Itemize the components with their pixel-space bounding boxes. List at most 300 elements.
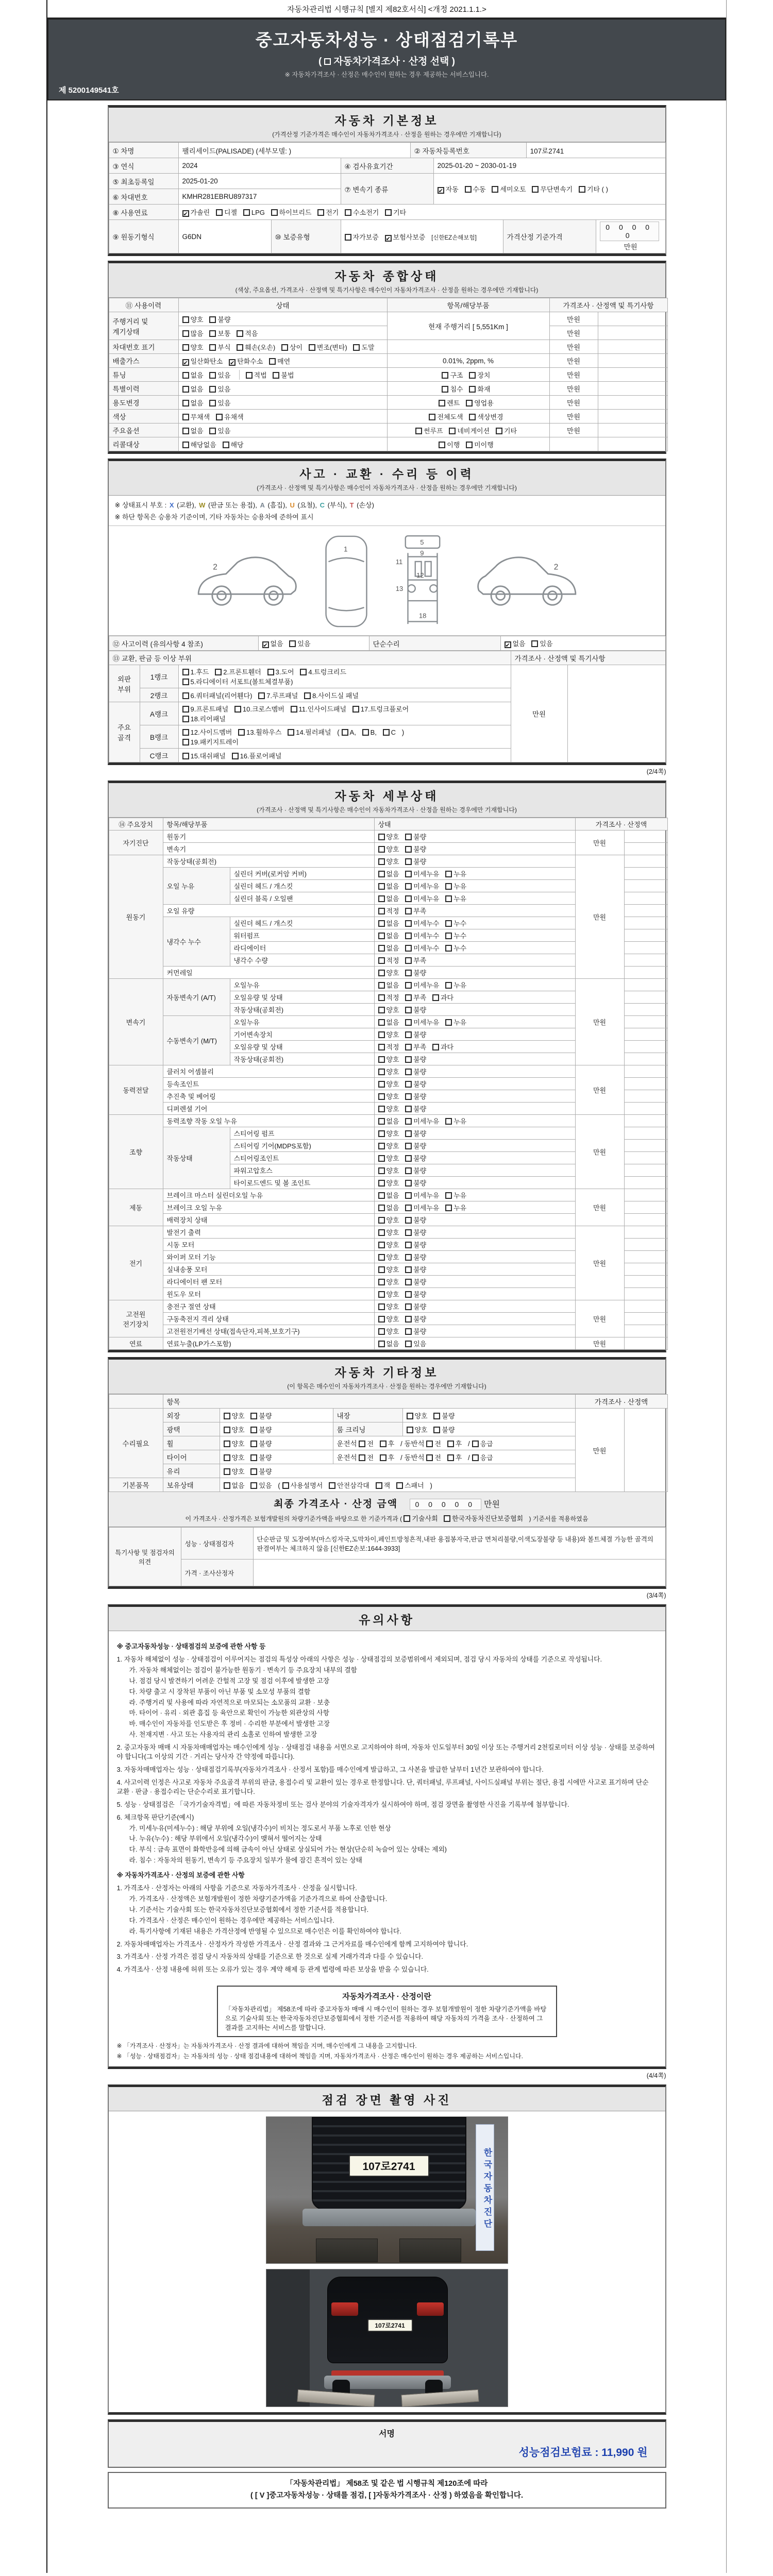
checkbox-icon[interactable] [442, 386, 448, 393]
checkbox-option[interactable]: 누유 [445, 881, 466, 891]
checkbox-icon[interactable] [237, 330, 243, 337]
checkbox-icon[interactable] [378, 1130, 385, 1137]
checkbox-option[interactable]: 양호 [182, 314, 204, 324]
checkbox-icon[interactable] [445, 1019, 452, 1026]
checkbox-option[interactable]: 양호 [378, 1005, 399, 1014]
checkbox-option[interactable]: 미세누수 [405, 943, 439, 953]
checkbox-option[interactable]: 해당없음 [182, 439, 216, 449]
checkbox-icon[interactable] [182, 716, 189, 722]
checkbox-option[interactable]: 디젤 [216, 207, 237, 217]
checkbox-option[interactable]: 양호 [378, 1240, 399, 1249]
checkbox-icon[interactable] [376, 1482, 382, 1489]
checkbox-icon[interactable] [405, 871, 412, 877]
checkbox-icon[interactable] [378, 933, 385, 939]
checkbox-icon[interactable] [182, 428, 189, 434]
checkbox-icon[interactable] [405, 1155, 412, 1162]
checkbox-option[interactable]: 양호 [378, 1326, 399, 1336]
checkbox-icon[interactable] [258, 692, 265, 699]
checkbox-option[interactable]: 미세누유 [405, 1190, 439, 1200]
checkbox-icon[interactable] [269, 358, 276, 365]
checkbox-option[interactable]: 6.쿼터패널(리어휀다) [182, 690, 253, 700]
checkbox-option[interactable]: 부족 [405, 906, 426, 916]
checkbox-option[interactable]: 13.휠하우스 [238, 727, 281, 737]
checkbox-icon[interactable] [182, 729, 189, 736]
checkbox-option[interactable]: 불량 [405, 832, 426, 841]
checkbox-icon[interactable] [405, 1291, 412, 1298]
checkbox-icon[interactable] [405, 1303, 412, 1310]
checkbox-icon[interactable] [445, 933, 452, 939]
checkbox-icon[interactable] [182, 316, 189, 323]
checkbox-option[interactable]: 15.대쉬패널 [182, 751, 226, 760]
checkbox-option[interactable]: A, [342, 728, 356, 736]
checkbox-option[interactable]: 양호 [378, 1301, 399, 1311]
checkbox-icon[interactable] [345, 209, 351, 216]
checkbox-icon[interactable] [378, 1316, 385, 1323]
checkbox-option[interactable]: 양호 [378, 1264, 399, 1274]
checkbox-option[interactable]: 양호 [378, 968, 399, 977]
checkbox-icon[interactable] [405, 1106, 412, 1112]
checkbox-option[interactable]: 무단변속기 [532, 184, 573, 194]
checkbox-option[interactable]: 불량 [405, 1153, 426, 1163]
checkbox-option[interactable]: 없음 [182, 398, 204, 408]
checkbox-option[interactable]: 적정 [378, 955, 399, 965]
checkbox-option[interactable]: 부식 [209, 342, 230, 352]
checkbox-icon[interactable] [273, 372, 279, 379]
checkbox-icon[interactable] [492, 186, 498, 193]
checkbox-icon[interactable] [405, 920, 412, 927]
checkbox-option[interactable]: 불량 [405, 968, 426, 977]
checkbox-option[interactable]: 불량 [405, 1054, 426, 1064]
checkbox-option[interactable]: ✔ 보험사보증 [385, 233, 426, 242]
checkbox-icon[interactable] [378, 920, 385, 927]
checkbox-option[interactable]: ✔ 가솔린 [183, 209, 210, 217]
checkbox-icon[interactable] [216, 414, 223, 420]
checkbox-option[interactable]: 누유 [445, 869, 466, 878]
checkbox-option[interactable]: 없음 [378, 893, 399, 903]
checkbox-icon[interactable] [289, 640, 296, 647]
checkbox-option[interactable]: 양호 [378, 1091, 399, 1101]
checkbox-option[interactable]: 불량 [209, 314, 230, 324]
checkbox-icon[interactable] [300, 669, 307, 675]
checkbox-icon[interactable] [405, 1007, 412, 1013]
checkbox-option[interactable]: 누수 [445, 943, 466, 953]
checkbox-option[interactable]: 누수 [445, 918, 466, 928]
checkbox-icon[interactable] [345, 234, 351, 241]
checkbox-option[interactable]: 4.트렁크리드 [300, 667, 346, 676]
checkbox-icon[interactable] [445, 1205, 452, 1211]
checkbox-option[interactable]: 있음 [209, 426, 230, 435]
checkbox-icon[interactable] [291, 706, 297, 713]
checkbox-icon[interactable] [216, 209, 223, 216]
checkbox-icon[interactable] [415, 428, 422, 434]
checkbox-icon[interactable] [182, 706, 189, 713]
checkbox-option[interactable]: 양호 [378, 856, 399, 866]
checkbox-option[interactable]: 불량 [405, 1227, 426, 1237]
checkbox-icon[interactable] [445, 920, 452, 927]
checkbox-option[interactable]: 양호 [378, 1178, 399, 1188]
checkbox-icon[interactable] [405, 1266, 412, 1273]
checkbox-icon[interactable] [405, 1044, 412, 1050]
checkbox-option[interactable]: 없음 [378, 930, 399, 940]
checkbox-option[interactable]: 과다 [432, 1042, 453, 1052]
checkbox-icon[interactable] [378, 1180, 385, 1187]
checkbox-icon[interactable] [246, 372, 253, 379]
checkbox-icon[interactable] [433, 1427, 440, 1433]
checkbox-option[interactable]: 부족 [405, 992, 426, 1002]
checkbox-icon[interactable] [445, 1118, 452, 1125]
checkbox-icon[interactable] [396, 1482, 403, 1489]
checkbox-icon[interactable] [405, 1118, 412, 1125]
checkbox-option[interactable]: B, [362, 728, 377, 736]
checkbox-option[interactable]: 미세누유 [405, 881, 439, 891]
checkbox-option[interactable]: 있음 [209, 398, 230, 408]
checkbox-icon[interactable] [405, 994, 412, 1001]
checkbox-option[interactable]: 전기 [317, 207, 339, 217]
checkbox-icon[interactable] [405, 1341, 412, 1347]
checkbox-option[interactable]: 네비게이션 [449, 426, 490, 435]
checkbox-option[interactable]: 자가보증 [345, 232, 379, 242]
checkbox-option[interactable]: 19.패키지트레이 [182, 737, 239, 747]
checkbox-option[interactable]: 적정 [378, 906, 399, 916]
checkbox-icon[interactable]: ✔ [385, 235, 391, 242]
checkbox-option[interactable]: 17.트렁크플로어 [352, 704, 409, 714]
checkbox-option[interactable]: 양호 [224, 1411, 245, 1420]
checkbox-option[interactable]: 누유 [445, 1190, 466, 1200]
checkbox-icon[interactable] [405, 1205, 412, 1211]
checkbox-icon[interactable] [309, 344, 315, 351]
checkbox-icon[interactable] [432, 1044, 439, 1050]
checkbox-option[interactable]: 훼손(오손) [237, 342, 275, 352]
checkbox-icon[interactable] [250, 1427, 257, 1433]
checkbox-option[interactable]: 후 [447, 1438, 462, 1448]
checkbox-option[interactable]: 불량 [250, 1438, 272, 1448]
checkbox-icon[interactable]: ✔ [263, 642, 268, 649]
checkbox-option[interactable]: 불량 [405, 1005, 426, 1014]
checkbox-icon[interactable] [243, 209, 250, 216]
checkbox-option[interactable]: 썬루프 [415, 426, 443, 435]
checkbox-option[interactable]: 불법 [273, 370, 294, 380]
checkbox-icon[interactable] [209, 316, 216, 323]
checkbox-icon[interactable] [579, 186, 585, 193]
checkbox-icon[interactable] [445, 982, 452, 989]
checkbox-option[interactable]: C [383, 728, 396, 736]
checkbox-icon[interactable] [378, 1328, 385, 1335]
checkbox-icon[interactable]: ✔ [505, 642, 510, 649]
checkbox-option[interactable]: 불량 [405, 1165, 426, 1175]
checkbox-icon[interactable] [445, 883, 452, 890]
checkbox-icon[interactable] [378, 994, 385, 1001]
checkbox-icon[interactable] [378, 1266, 385, 1273]
checkbox-option[interactable]: 잭 [376, 1480, 391, 1490]
checkbox-icon[interactable] [405, 1316, 412, 1323]
checkbox-icon[interactable] [405, 1130, 412, 1137]
checkbox-icon[interactable] [447, 1440, 454, 1447]
checkbox-icon[interactable] [405, 1081, 412, 1088]
checkbox-option[interactable]: 없음 [378, 881, 399, 891]
checkbox-icon[interactable] [439, 442, 445, 448]
checkbox-icon[interactable] [378, 982, 385, 989]
checkbox-icon[interactable] [449, 428, 456, 434]
checkbox-option[interactable]: 불량 [405, 1326, 426, 1336]
checkbox-option[interactable]: 양호 [378, 1289, 399, 1299]
checkbox-option[interactable]: 있음 [405, 1338, 426, 1348]
checkbox-option[interactable]: 18.리어패널 [182, 714, 226, 723]
checkbox-icon[interactable] [378, 1217, 385, 1224]
checkbox-option[interactable]: 양호 [224, 1452, 245, 1462]
checkbox-icon[interactable] [405, 1229, 412, 1236]
checkbox-option[interactable]: 없음 [182, 370, 204, 380]
checkbox-option[interactable]: 없음 [224, 1480, 245, 1490]
checkbox-option[interactable]: 안전삼각대 [329, 1480, 369, 1490]
checkbox-icon[interactable] [378, 846, 385, 853]
checkbox-option[interactable]: 변조(변타) [309, 342, 347, 352]
checkbox-option[interactable]: 없음 [182, 426, 204, 435]
checkbox-icon[interactable] [405, 1217, 412, 1224]
checkbox-icon[interactable] [378, 1056, 385, 1063]
checkbox-option[interactable]: 양호 [378, 832, 399, 841]
checkbox-icon[interactable] [405, 1167, 412, 1174]
checkbox-option[interactable]: ✔ 탄화수소 [230, 357, 263, 366]
checkbox-option[interactable]: 불량 [433, 1425, 455, 1434]
checkbox-option[interactable]: 없음 [378, 869, 399, 878]
checkbox-option[interactable]: 없음 [378, 918, 399, 928]
checkbox-icon[interactable] [378, 834, 385, 840]
checkbox-icon[interactable] [271, 209, 278, 216]
checkbox-icon[interactable] [426, 1440, 433, 1447]
checkbox-icon[interactable] [378, 1031, 385, 1038]
checkbox-icon[interactable] [385, 209, 392, 216]
checkbox-icon[interactable] [352, 706, 359, 713]
checkbox-icon[interactable] [469, 372, 476, 379]
checkbox-icon[interactable] [378, 1279, 385, 1285]
checkbox-icon[interactable] [182, 372, 189, 379]
checkbox-option[interactable]: 미세누유 [405, 1017, 439, 1027]
checkbox-icon[interactable]: ✔ [230, 360, 235, 366]
checkbox-icon[interactable] [224, 1440, 230, 1447]
checkbox-option[interactable]: 없음 [378, 1202, 399, 1212]
checkbox-option[interactable]: ✔ 자동 [438, 185, 459, 194]
checkbox-option[interactable]: 응급 [472, 1438, 493, 1448]
checkbox-icon[interactable] [378, 1242, 385, 1248]
checkbox-option[interactable]: 없음 [378, 1017, 399, 1027]
checkbox-icon[interactable] [182, 692, 189, 699]
checkbox-option[interactable]: 양호 [224, 1438, 245, 1448]
checkbox-option[interactable]: 불량 [405, 1091, 426, 1101]
checkbox-option[interactable]: 불량 [405, 1314, 426, 1324]
checkbox-option[interactable]: 불량 [405, 1289, 426, 1299]
checkbox-option[interactable]: 부족 [405, 1042, 426, 1052]
checkbox-icon[interactable] [281, 344, 288, 351]
checkbox-icon[interactable] [531, 640, 538, 647]
checkbox-option[interactable]: 3.도어 [267, 667, 294, 676]
checkbox-icon[interactable] [182, 669, 189, 675]
checkbox-option[interactable]: 10.크로스멤버 [234, 704, 284, 714]
checkbox-option[interactable]: 기타 ( ) [579, 184, 608, 194]
checkbox-icon[interactable] [378, 1118, 385, 1125]
checkbox-option[interactable]: 매연 [269, 356, 290, 366]
checkbox-icon[interactable] [405, 1254, 412, 1261]
checkbox-option[interactable]: 후 [447, 1452, 462, 1462]
checkbox-option[interactable]: LPG [243, 209, 265, 216]
checkbox-icon[interactable] [378, 1019, 385, 1026]
checkbox-option[interactable]: 불량 [405, 1104, 426, 1113]
checkbox-icon[interactable] [378, 1167, 385, 1174]
checkbox-icon[interactable] [405, 1031, 412, 1038]
checkbox-option[interactable]: 양호 [378, 1079, 399, 1089]
checkbox-option[interactable]: 누유 [445, 893, 466, 903]
checkbox-option[interactable]: 9.프론트패널 [182, 704, 229, 714]
checkbox-option[interactable]: 있음 [289, 638, 310, 648]
checkbox-option[interactable]: 부족 [405, 955, 426, 965]
checkbox-option[interactable]: 불량 [405, 1066, 426, 1076]
checkbox-icon[interactable] [466, 442, 473, 448]
checkbox-icon[interactable] [288, 729, 294, 736]
checkbox-option[interactable]: 장치 [469, 370, 490, 380]
checkbox-icon[interactable] [469, 386, 476, 393]
checkbox-option[interactable]: 양호 [378, 1314, 399, 1324]
checkbox-option[interactable]: 불량 [405, 1301, 426, 1311]
checkbox-icon[interactable] [405, 1242, 412, 1248]
checkbox-icon[interactable] [465, 186, 472, 193]
checkbox-icon[interactable] [224, 1413, 230, 1419]
checkbox-icon[interactable] [472, 1454, 479, 1461]
checkbox-icon[interactable]: ✔ [183, 360, 188, 366]
checkbox-icon[interactable] [378, 945, 385, 952]
checkbox-option[interactable]: 불량 [250, 1411, 272, 1420]
checkbox-option[interactable]: 있음 [250, 1480, 272, 1490]
checkbox-option[interactable]: 7.루프패널 [258, 690, 298, 700]
checkbox-option[interactable]: 불량 [405, 1264, 426, 1274]
checkbox-option[interactable]: 양호 [224, 1425, 245, 1434]
checkbox-option[interactable]: 전 [359, 1438, 374, 1448]
checkbox-icon[interactable] [378, 1093, 385, 1100]
checkbox-icon[interactable] [405, 970, 412, 976]
checkbox-icon[interactable] [405, 1192, 412, 1199]
checkbox-option[interactable]: ✔ 없음 [263, 640, 283, 649]
checkbox-option[interactable]: 무채색 [182, 412, 210, 421]
checkbox-icon[interactable] [232, 753, 239, 759]
checkbox-icon[interactable] [405, 1093, 412, 1100]
checkbox-option[interactable]: 적음 [237, 328, 258, 338]
checkbox-option[interactable]: 양호 [378, 1277, 399, 1286]
checkbox-icon[interactable] [224, 1468, 230, 1475]
checkbox-icon[interactable] [209, 400, 216, 406]
checkbox-icon[interactable] [238, 729, 245, 736]
checkbox-option[interactable]: 미세누수 [405, 918, 439, 928]
checkbox-option[interactable]: 도말 [353, 342, 374, 352]
checkbox-icon[interactable] [407, 1427, 413, 1433]
checkbox-icon[interactable] [378, 1007, 385, 1013]
checkbox-option[interactable]: 보통 [209, 328, 230, 338]
checkbox-option[interactable]: 1.후드 [182, 667, 209, 676]
checkbox-option[interactable]: 있음 [209, 384, 230, 394]
checkbox-option[interactable]: 없음 [378, 1338, 399, 1348]
checkbox-option[interactable]: 없음 [378, 1116, 399, 1126]
checkbox-icon[interactable] [404, 1515, 410, 1522]
checkbox-icon[interactable] [342, 729, 348, 736]
checkbox-icon[interactable] [182, 386, 189, 393]
checkbox-icon[interactable] [380, 1440, 386, 1447]
checkbox-option[interactable]: 불량 [405, 856, 426, 866]
checkbox-option[interactable]: 없음 [378, 943, 399, 953]
checkbox-icon[interactable] [378, 1341, 385, 1347]
checkbox-option[interactable]: 양호 [378, 1066, 399, 1076]
checkbox-option[interactable]: 양호 [224, 1466, 245, 1476]
checkbox-icon[interactable] [380, 1454, 386, 1461]
checkbox-icon[interactable] [407, 1413, 413, 1419]
checkbox-option[interactable]: 양호 [407, 1411, 428, 1420]
checkbox-option[interactable]: 양호 [182, 342, 204, 352]
checkbox-option[interactable]: 누유 [445, 1202, 466, 1212]
checkbox-icon[interactable] [405, 1143, 412, 1149]
checkbox-icon[interactable] [405, 1056, 412, 1063]
checkbox-option[interactable]: 후 [380, 1438, 395, 1448]
checkbox-icon[interactable] [234, 706, 241, 713]
checkbox-option[interactable]: 세미오토 [492, 184, 526, 194]
checkbox-icon[interactable] [405, 1279, 412, 1285]
checkbox-icon[interactable] [282, 1482, 289, 1489]
checkbox-option[interactable]: 미세누수 [405, 930, 439, 940]
checkbox-icon[interactable] [378, 957, 385, 964]
checkbox-option[interactable]: 8.사이드실 패널 [304, 690, 359, 700]
checkbox-option[interactable]: 전 [426, 1438, 441, 1448]
checkbox-icon[interactable] [378, 1205, 385, 1211]
checkbox-icon[interactable] [445, 945, 452, 952]
checkbox-icon[interactable] [378, 871, 385, 877]
checkbox-icon[interactable] [405, 895, 412, 902]
checkbox-option[interactable]: 수동 [465, 184, 486, 194]
checkbox-option[interactable]: 침수 [442, 384, 463, 394]
checkbox-option[interactable]: 양호 [378, 1054, 399, 1064]
checkbox-option[interactable]: 양호 [378, 1029, 399, 1039]
checkbox-icon[interactable] [359, 1454, 365, 1461]
checkbox-icon[interactable] [378, 1069, 385, 1075]
checkbox-icon[interactable] [445, 895, 452, 902]
checkbox-option[interactable]: 미세누유 [405, 869, 439, 878]
checkbox-icon[interactable] [405, 908, 412, 914]
checkbox-icon[interactable] [472, 1440, 479, 1447]
checkbox-option[interactable]: 없음 [378, 1190, 399, 1200]
checkbox-icon[interactable] [444, 1515, 450, 1522]
checkbox-option[interactable]: 불량 [405, 844, 426, 854]
checkbox-icon[interactable] [317, 209, 324, 216]
checkbox-icon[interactable] [383, 729, 390, 736]
checkbox-option[interactable]: 불량 [250, 1452, 272, 1462]
checkbox-icon[interactable] [250, 1440, 257, 1447]
checkbox-icon[interactable] [353, 344, 360, 351]
checkbox-icon[interactable] [378, 1044, 385, 1050]
checkbox-icon[interactable] [405, 1019, 412, 1026]
checkbox-option[interactable]: 전체도색 [429, 412, 463, 421]
checkbox-icon[interactable] [445, 871, 452, 877]
checkbox-icon[interactable] [378, 1303, 385, 1310]
checkbox-option[interactable]: 렌트 [439, 398, 460, 408]
checkbox-icon[interactable] [224, 1427, 230, 1433]
checkbox-option[interactable]: 불량 [250, 1466, 272, 1476]
checkbox-option[interactable]: 미세누유 [405, 980, 439, 990]
checkbox-option[interactable]: ✔ 일산화탄소 [183, 357, 223, 366]
checkbox-option[interactable]: 많음 [182, 328, 204, 338]
checkbox-icon[interactable] [405, 982, 412, 989]
checkbox-icon[interactable] [378, 1155, 385, 1162]
checkbox-option[interactable]: 불량 [405, 1178, 426, 1188]
checkbox-option[interactable]: 적정 [378, 992, 399, 1002]
checkbox-icon[interactable] [405, 945, 412, 952]
checkbox-icon[interactable] [209, 330, 216, 337]
checkbox-option[interactable]: 양호 [378, 1128, 399, 1138]
checkbox-icon[interactable] [250, 1413, 257, 1419]
checkbox-option[interactable]: 불량 [405, 1141, 426, 1150]
